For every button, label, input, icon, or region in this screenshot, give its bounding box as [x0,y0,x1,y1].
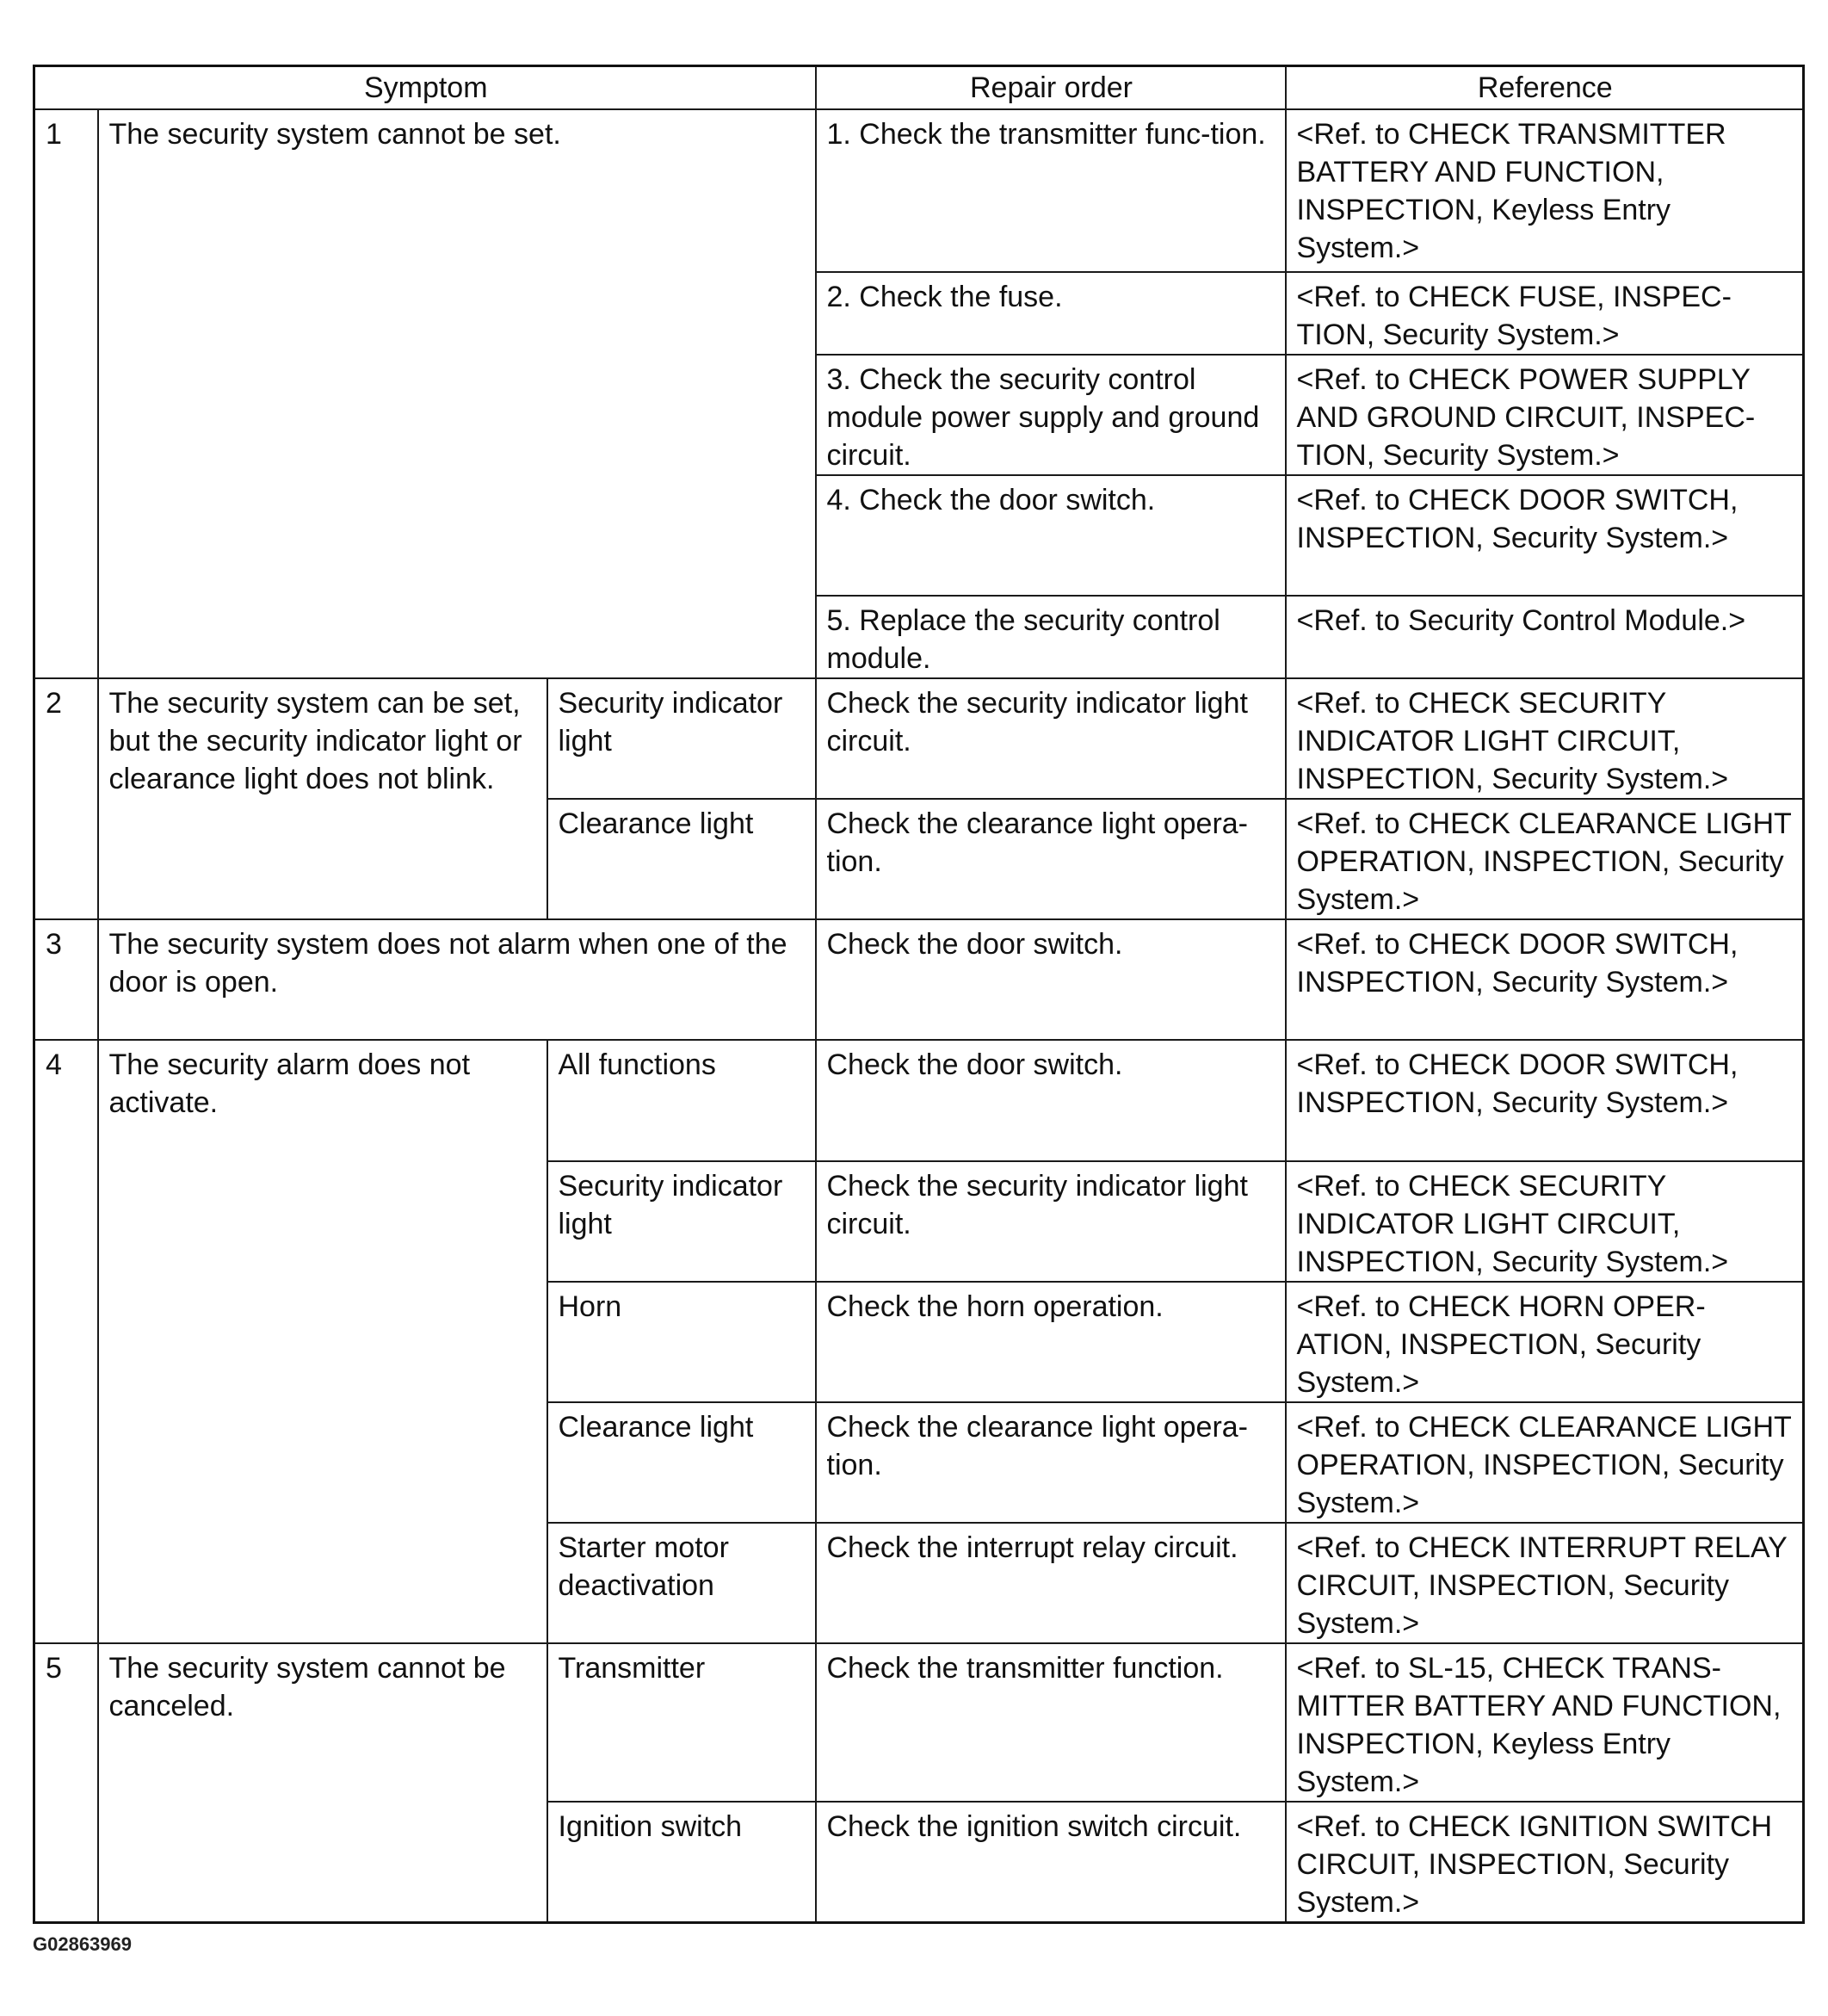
symptom-cell: The security system does not alarm when one of the door is open. [98,919,816,1040]
repair-cell: Check the door switch. [816,919,1286,1040]
reference-cell: <Ref. to CHECK FUSE, INSPEC-TION, Security System.> [1286,272,1804,355]
symptom-cell: The security system can be set, but the security indicator light or clearance light does not blink. [98,678,547,919]
table-row [34,1643,1804,1802]
reference-cell: <Ref. to CHECK DOOR SWITCH, INSPECTION, Security System.> [1286,1040,1804,1161]
repair-cell: Check the ignition switch circuit. [816,1802,1286,1923]
repair-cell: 4. Check the door switch. [816,475,1286,596]
reference-cell: <Ref. to CHECK IGNITION SWITCH CIRCUIT, INSPECTION, Security System.> [1286,1802,1804,1923]
sub-symptom-cell: Security indicator light [547,1161,816,1282]
reference-cell: <Ref. to CHECK SECURITY INDICATOR LIGHT CIRCUIT, INSPECTION, Security System.> [1286,1161,1804,1282]
row-number: 4 [34,1040,98,1643]
repair-cell: 1. Check the transmitter func-tion. [816,109,1286,272]
symptom-cell: The security alarm does not activate. [98,1040,547,1643]
sub-symptom-cell: All functions [547,1040,816,1161]
reference-cell: <Ref. to CHECK CLEARANCE LIGHT OPERATION, INSPECTION, Security System.> [1286,799,1804,919]
repair-cell: 3. Check the security control module power supply and ground circuit. [816,355,1286,475]
repair-cell: Check the interrupt relay circuit. [816,1523,1286,1643]
header-reference: Reference [1286,66,1804,110]
repair-cell: Check the clearance light opera-tion. [816,1402,1286,1523]
sub-symptom-cell: Ignition switch [547,1802,816,1923]
repair-cell: Check the security indicator light circuit. [816,1161,1286,1282]
repair-cell: 5. Replace the security control module. [816,596,1286,678]
row-number: 1 [34,109,98,678]
reference-cell: <Ref. to CHECK INTERRUPT RELAY CIRCUIT, INSPECTION, Security System.> [1286,1523,1804,1643]
repair-cell: Check the door switch. [816,1040,1286,1161]
table-row [34,1040,1804,1161]
reference-cell: <Ref. to CHECK TRANSMITTER BATTERY AND FUNCTION, INSPECTION, Keyless Entry System.> [1286,109,1804,272]
sub-symptom-cell: Clearance light [547,799,816,919]
reference-cell: <Ref. to CHECK DOOR SWITCH, INSPECTION, Security System.> [1286,919,1804,1040]
sub-symptom-cell: Horn [547,1282,816,1402]
reference-cell: <Ref. to SL-15, CHECK TRANS-MITTER BATTERY AND FUNCTION, INSPECTION, Keyless Entry System.> [1286,1643,1804,1802]
header-row [34,66,1804,110]
row-number: 5 [34,1643,98,1923]
header-symptom: Symptom [34,66,816,110]
table-row [34,109,1804,272]
repair-cell: Check the clearance light opera-tion. [816,799,1286,919]
table-row [34,919,1804,1040]
symptom-cell: The security system cannot be canceled. [98,1643,547,1923]
table-row [34,678,1804,799]
repair-cell: Check the horn operation. [816,1282,1286,1402]
row-number: 3 [34,919,98,1040]
repair-cell: 2. Check the fuse. [816,272,1286,355]
symptom-cell: The security system cannot be set. [98,109,816,678]
header-repair-order: Repair order [816,66,1286,110]
sub-symptom-cell: Transmitter [547,1643,816,1802]
reference-cell: <Ref. to CHECK CLEARANCE LIGHT OPERATION, INSPECTION, Security System.> [1286,1402,1804,1523]
symptom-repair-table [33,65,1805,1924]
row-number: 2 [34,678,98,919]
reference-cell: <Ref. to CHECK HORN OPER-ATION, INSPECTION, Security System.> [1286,1282,1804,1402]
reference-cell: <Ref. to Security Control Module.> [1286,596,1804,678]
reference-cell: <Ref. to CHECK DOOR SWITCH, INSPECTION, Security System.> [1286,475,1804,596]
sub-symptom-cell: Security indicator light [547,678,816,799]
figure-code: G02863969 [33,1933,132,1955]
repair-cell: Check the transmitter function. [816,1643,1286,1802]
sub-symptom-cell: Starter motor deactivation [547,1523,816,1643]
sub-symptom-cell: Clearance light [547,1402,816,1523]
reference-cell: <Ref. to CHECK SECURITY INDICATOR LIGHT CIRCUIT, INSPECTION, Security System.> [1286,678,1804,799]
repair-cell: Check the security indicator light circuit. [816,678,1286,799]
reference-cell: <Ref. to CHECK POWER SUPPLY AND GROUND CIRCUIT, INSPEC-TION, Security System.> [1286,355,1804,475]
